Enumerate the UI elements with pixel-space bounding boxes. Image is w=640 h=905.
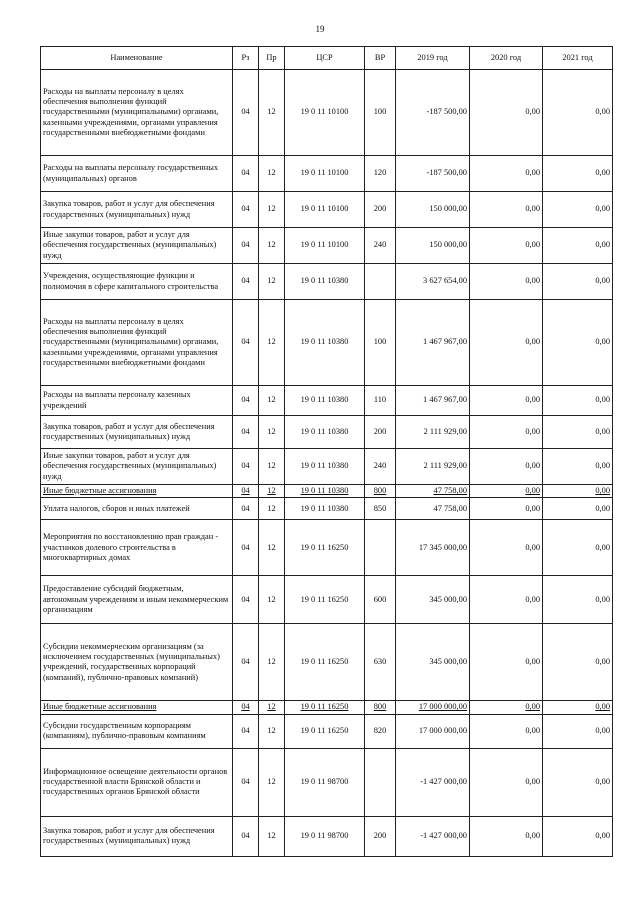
cell-2021: 0,00 bbox=[543, 498, 613, 520]
cell-2020: 0,00 bbox=[470, 264, 543, 300]
cell-vr: 110 bbox=[365, 386, 396, 416]
header-pr: Пр bbox=[259, 47, 285, 70]
cell-2020: 0,00 bbox=[470, 701, 543, 714]
cell-vr: 100 bbox=[365, 70, 396, 156]
cell-vr: 200 bbox=[365, 416, 396, 449]
cell-name: Закупка товаров, работ и услуг для обеспечения государственных (муниципальных) нужд bbox=[41, 816, 233, 856]
cell-2019: 150 000,00 bbox=[396, 228, 470, 264]
header-2019: 2019 год bbox=[396, 47, 470, 70]
cell-csr: 19 0 11 10380 bbox=[285, 449, 365, 485]
header-rz: Рз bbox=[233, 47, 259, 70]
table-row bbox=[41, 714, 613, 748]
header-name: Наименование bbox=[41, 47, 233, 70]
cell-pr: 12 bbox=[259, 624, 285, 701]
table-row bbox=[41, 816, 613, 856]
cell-2020: 0,00 bbox=[470, 816, 543, 856]
cell-rz: 04 bbox=[233, 624, 259, 701]
cell-pr: 12 bbox=[259, 714, 285, 748]
cell-2019: -187 500,00 bbox=[396, 70, 470, 156]
cell-rz: 04 bbox=[233, 300, 259, 386]
cell-csr: 19 0 11 16250 bbox=[285, 576, 365, 624]
cell-2020: 0,00 bbox=[470, 520, 543, 576]
cell-2020: 0,00 bbox=[470, 156, 543, 192]
cell-csr: 19 0 11 10100 bbox=[285, 70, 365, 156]
cell-2019: 2 111 929,00 bbox=[396, 416, 470, 449]
cell-vr: 800 bbox=[365, 485, 396, 498]
cell-2021: 0,00 bbox=[543, 70, 613, 156]
cell-rz: 04 bbox=[233, 714, 259, 748]
header-2021: 2021 год bbox=[543, 47, 613, 70]
cell-2021: 0,00 bbox=[543, 386, 613, 416]
cell-2021: 0,00 bbox=[543, 714, 613, 748]
cell-csr: 19 0 11 16250 bbox=[285, 624, 365, 701]
cell-csr: 19 0 11 10380 bbox=[285, 386, 365, 416]
cell-rz: 04 bbox=[233, 192, 259, 228]
cell-rz: 04 bbox=[233, 816, 259, 856]
cell-2019: 345 000,00 bbox=[396, 624, 470, 701]
cell-rz: 04 bbox=[233, 520, 259, 576]
cell-2021: 0,00 bbox=[543, 449, 613, 485]
cell-pr: 12 bbox=[259, 264, 285, 300]
cell-csr: 19 0 11 10380 bbox=[285, 416, 365, 449]
cell-2020: 0,00 bbox=[470, 449, 543, 485]
cell-2020: 0,00 bbox=[470, 576, 543, 624]
cell-2021: 0,00 bbox=[543, 624, 613, 701]
table-row bbox=[41, 498, 613, 520]
cell-csr: 19 0 11 10380 bbox=[285, 264, 365, 300]
cell-name: Мероприятия по восстановлению прав граждан - участников долевого строительства в многоквартирных домах bbox=[41, 520, 233, 576]
cell-pr: 12 bbox=[259, 300, 285, 386]
cell-2020: 0,00 bbox=[470, 192, 543, 228]
cell-csr: 19 0 11 98700 bbox=[285, 816, 365, 856]
cell-2021: 0,00 bbox=[543, 416, 613, 449]
cell-2020: 0,00 bbox=[470, 386, 543, 416]
cell-name: Предоставление субсидий бюджетным, автономным учреждениям и иным некоммерческим организациям bbox=[41, 576, 233, 624]
cell-2019: 1 467 967,00 bbox=[396, 386, 470, 416]
cell-name: Закупка товаров, работ и услуг для обеспечения государственных (муниципальных) нужд bbox=[41, 192, 233, 228]
cell-rz: 04 bbox=[233, 156, 259, 192]
cell-name: Субсидии государственным корпорациям (компаниям), публично-правовым компаниям bbox=[41, 714, 233, 748]
table-row bbox=[41, 748, 613, 816]
cell-name: Иные бюджетные ассигнования bbox=[41, 701, 233, 714]
cell-pr: 12 bbox=[259, 70, 285, 156]
header-2020: 2020 год bbox=[470, 47, 543, 70]
cell-csr: 19 0 11 16250 bbox=[285, 520, 365, 576]
cell-2019: 17 000 000,00 bbox=[396, 714, 470, 748]
cell-pr: 12 bbox=[259, 485, 285, 498]
header-vr: ВР bbox=[365, 47, 396, 70]
cell-name: Иные закупки товаров, работ и услуг для обеспечения государственных (муниципальных) нужд bbox=[41, 228, 233, 264]
cell-name: Информационное освещение деятельности органов государственной власти Брянской области и государственных органов Брянской области bbox=[41, 748, 233, 816]
header-csr: ЦСР bbox=[285, 47, 365, 70]
cell-pr: 12 bbox=[259, 498, 285, 520]
cell-pr: 12 bbox=[259, 701, 285, 714]
cell-rz: 04 bbox=[233, 70, 259, 156]
cell-vr: 240 bbox=[365, 449, 396, 485]
cell-2019: -1 427 000,00 bbox=[396, 816, 470, 856]
cell-name: Расходы на выплаты персоналу казенных учреждений bbox=[41, 386, 233, 416]
cell-name: Субсидии некоммерческим организациям (за исключением государственных (муниципальных) учреждений, государственных корпораций (компаний), публично-правовых компаний) bbox=[41, 624, 233, 701]
cell-pr: 12 bbox=[259, 228, 285, 264]
cell-rz: 04 bbox=[233, 386, 259, 416]
cell-csr: 19 0 11 16250 bbox=[285, 714, 365, 748]
cell-name: Иные закупки товаров, работ и услуг для обеспечения государственных (муниципальных) нужд bbox=[41, 449, 233, 485]
cell-vr: 630 bbox=[365, 624, 396, 701]
cell-rz: 04 bbox=[233, 748, 259, 816]
cell-2020: 0,00 bbox=[470, 70, 543, 156]
cell-2019: -187 500,00 bbox=[396, 156, 470, 192]
cell-pr: 12 bbox=[259, 748, 285, 816]
cell-rz: 04 bbox=[233, 701, 259, 714]
cell-2020: 0,00 bbox=[470, 416, 543, 449]
cell-vr: 240 bbox=[365, 228, 396, 264]
cell-2021: 0,00 bbox=[543, 264, 613, 300]
table-row bbox=[41, 70, 613, 156]
cell-2020: 0,00 bbox=[470, 228, 543, 264]
table-row bbox=[41, 576, 613, 624]
table-row bbox=[41, 386, 613, 416]
cell-vr: 100 bbox=[365, 300, 396, 386]
cell-2019: 47 758,00 bbox=[396, 485, 470, 498]
cell-2021: 0,00 bbox=[543, 228, 613, 264]
cell-name: Иные бюджетные ассигнования bbox=[41, 485, 233, 498]
cell-2021: 0,00 bbox=[543, 701, 613, 714]
cell-vr bbox=[365, 264, 396, 300]
cell-csr: 19 0 11 98700 bbox=[285, 748, 365, 816]
cell-vr: 200 bbox=[365, 816, 396, 856]
budget-table bbox=[40, 46, 613, 857]
cell-pr: 12 bbox=[259, 816, 285, 856]
cell-pr: 12 bbox=[259, 192, 285, 228]
cell-2019: 17 000 000,00 bbox=[396, 701, 470, 714]
cell-2019: 1 467 967,00 bbox=[396, 300, 470, 386]
cell-rz: 04 bbox=[233, 449, 259, 485]
cell-2021: 0,00 bbox=[543, 485, 613, 498]
table-row bbox=[41, 416, 613, 449]
cell-csr: 19 0 11 16250 bbox=[285, 701, 365, 714]
cell-rz: 04 bbox=[233, 228, 259, 264]
table-row bbox=[41, 520, 613, 576]
cell-2021: 0,00 bbox=[543, 520, 613, 576]
table-row bbox=[41, 300, 613, 386]
cell-vr: 850 bbox=[365, 498, 396, 520]
cell-2020: 0,00 bbox=[470, 748, 543, 816]
cell-2019: 150 000,00 bbox=[396, 192, 470, 228]
cell-pr: 12 bbox=[259, 386, 285, 416]
table-row bbox=[41, 449, 613, 485]
cell-2019: -1 427 000,00 bbox=[396, 748, 470, 816]
cell-pr: 12 bbox=[259, 449, 285, 485]
cell-2021: 0,00 bbox=[543, 300, 613, 386]
cell-2019: 345 000,00 bbox=[396, 576, 470, 624]
table-row bbox=[41, 485, 613, 498]
cell-rz: 04 bbox=[233, 498, 259, 520]
cell-vr: 800 bbox=[365, 701, 396, 714]
cell-pr: 12 bbox=[259, 416, 285, 449]
cell-vr: 200 bbox=[365, 192, 396, 228]
table-row bbox=[41, 624, 613, 701]
cell-rz: 04 bbox=[233, 264, 259, 300]
table-row bbox=[41, 156, 613, 192]
cell-csr: 19 0 11 10380 bbox=[285, 498, 365, 520]
cell-name: Учреждения, осуществляющие функции и полномочия в сфере капитального строительства bbox=[41, 264, 233, 300]
cell-csr: 19 0 11 10100 bbox=[285, 192, 365, 228]
cell-2021: 0,00 bbox=[543, 816, 613, 856]
cell-2019: 47 758,00 bbox=[396, 498, 470, 520]
header-row bbox=[41, 47, 613, 70]
cell-name: Расходы на выплаты персоналу в целях обеспечения выполнения функций государственными (муниципальными) органами, казенными учреждениями, органами управления государственными внебюджетными фондами bbox=[41, 300, 233, 386]
cell-2020: 0,00 bbox=[470, 485, 543, 498]
cell-rz: 04 bbox=[233, 576, 259, 624]
cell-2021: 0,00 bbox=[543, 748, 613, 816]
cell-pr: 12 bbox=[259, 576, 285, 624]
cell-2021: 0,00 bbox=[543, 576, 613, 624]
cell-2020: 0,00 bbox=[470, 624, 543, 701]
cell-2021: 0,00 bbox=[543, 156, 613, 192]
cell-csr: 19 0 11 10380 bbox=[285, 300, 365, 386]
cell-vr: 820 bbox=[365, 714, 396, 748]
cell-name: Расходы на выплаты персоналу в целях обеспечения выполнения функций государственными (муниципальными) органами, казенными учреждениями, органами управления государственными внебюджетными фондами bbox=[41, 70, 233, 156]
page-number: 19 bbox=[315, 24, 325, 34]
cell-2020: 0,00 bbox=[470, 300, 543, 386]
table-row bbox=[41, 192, 613, 228]
table-row bbox=[41, 701, 613, 714]
cell-2019: 3 627 654,00 bbox=[396, 264, 470, 300]
cell-csr: 19 0 11 10100 bbox=[285, 156, 365, 192]
cell-csr: 19 0 11 10380 bbox=[285, 485, 365, 498]
cell-2020: 0,00 bbox=[470, 714, 543, 748]
cell-2019: 17 345 000,00 bbox=[396, 520, 470, 576]
cell-pr: 12 bbox=[259, 520, 285, 576]
cell-2021: 0,00 bbox=[543, 192, 613, 228]
cell-name: Уплата налогов, сборов и иных платежей bbox=[41, 498, 233, 520]
cell-2019: 2 111 929,00 bbox=[396, 449, 470, 485]
cell-vr bbox=[365, 520, 396, 576]
cell-rz: 04 bbox=[233, 416, 259, 449]
cell-csr: 19 0 11 10100 bbox=[285, 228, 365, 264]
table-row bbox=[41, 228, 613, 264]
cell-name: Закупка товаров, работ и услуг для обеспечения государственных (муниципальных) нужд bbox=[41, 416, 233, 449]
cell-rz: 04 bbox=[233, 485, 259, 498]
cell-vr: 600 bbox=[365, 576, 396, 624]
cell-name: Расходы на выплаты персоналу государственных (муниципальных) органов bbox=[41, 156, 233, 192]
cell-2020: 0,00 bbox=[470, 498, 543, 520]
cell-pr: 12 bbox=[259, 156, 285, 192]
table-row bbox=[41, 264, 613, 300]
cell-vr: 120 bbox=[365, 156, 396, 192]
cell-vr bbox=[365, 748, 396, 816]
